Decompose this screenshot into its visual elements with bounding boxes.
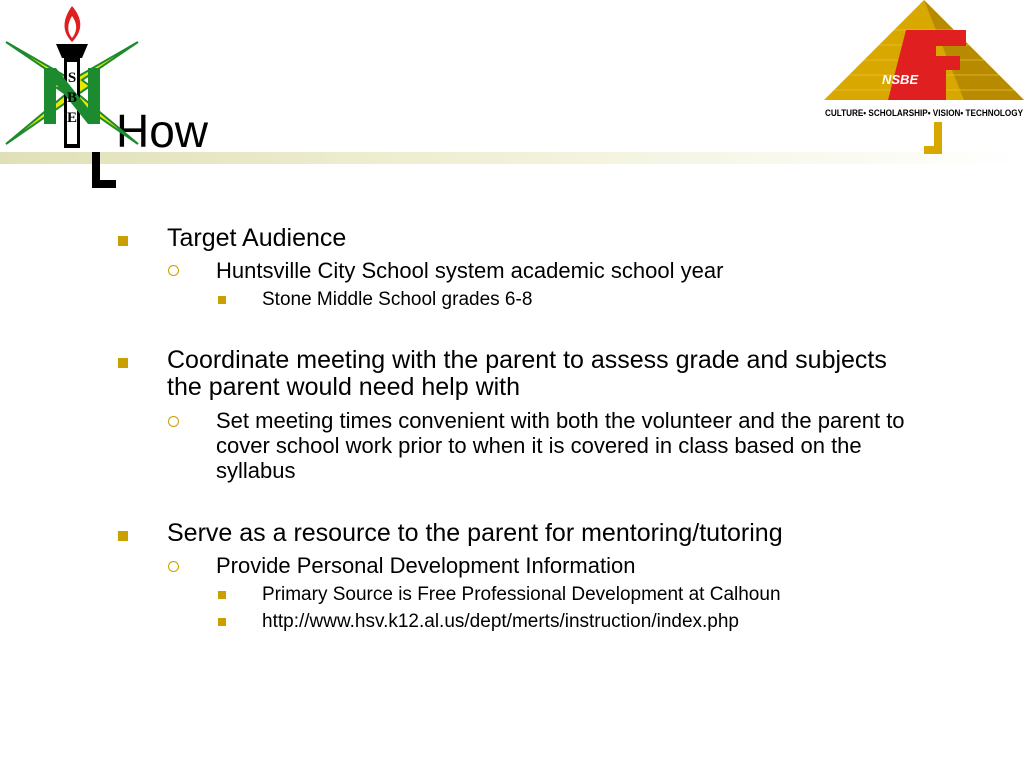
bullet-level1: Serve as a resource to the parent for mentoring/tutoring [167,519,783,547]
url-link[interactable]: http://www.hsv.k12.al.us/dept/merts/instruction/index.php [262,611,739,632]
bullet-level3: Primary Source is Free Professional Development at Calhoun [262,584,781,605]
slide-title: How [116,105,209,157]
logo-letter-b: B [66,90,78,106]
bullet-level2: Huntsville City School system academic school year [216,258,724,283]
bullet-marker [118,531,128,541]
logo-letter-s: S [67,70,77,86]
sub-bullet-marker [168,265,179,276]
bullet-marker [218,618,226,626]
bullet-level1: Coordinate meeting with the parent to assess grade and subjects the parent would need help with [167,346,887,401]
bullet-level1: Target Audience [167,224,347,252]
logo-tagline: CULTURE• SCHOLARSHIP• VISION• TECHNOLOGY [825,108,1023,118]
bullet-marker [218,591,226,599]
logo-letter-e: E [66,110,78,126]
sub-bullet-marker [168,416,179,427]
bullet-marker [218,296,226,304]
bullet-level2: Provide Personal Development Information [216,553,636,578]
sub-bullet-marker [168,561,179,572]
logo-nsbe-text: NSBE [882,72,919,87]
bullet-marker [118,358,128,368]
bullet-level2: Set meeting times convenient with both the volunteer and the parent to cover school work prior to when it is covered in class based on the syllabus [216,408,905,483]
bullet-level3: Stone Middle School grades 6-8 [262,289,533,310]
bullet-marker [118,236,128,246]
